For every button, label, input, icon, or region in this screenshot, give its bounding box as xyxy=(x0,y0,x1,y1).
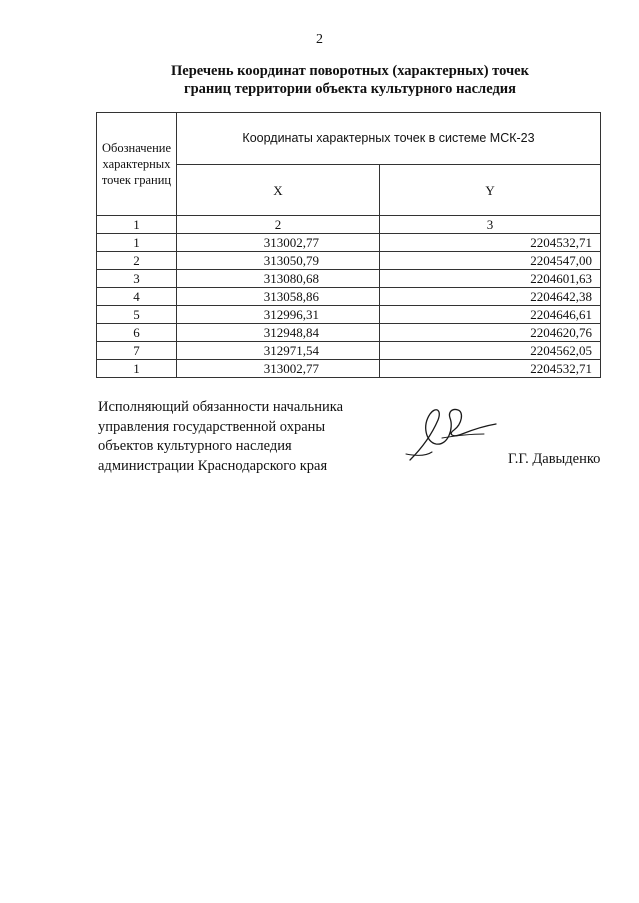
row-point: 5 xyxy=(97,306,177,324)
table-row xyxy=(97,288,601,306)
row-y: 2204620,76 xyxy=(380,324,601,342)
row-point: 1 xyxy=(97,234,177,252)
position-line-3: объектов культурного наследия xyxy=(98,438,292,454)
document-title xyxy=(60,62,639,98)
row-point: 1 xyxy=(97,360,177,378)
row-y: 2204532,71 xyxy=(380,234,601,252)
row-y: 2204642,38 xyxy=(380,288,601,306)
row-point: 6 xyxy=(97,324,177,342)
coordinates-table xyxy=(96,112,601,378)
row-y: 2204562,05 xyxy=(380,342,601,360)
signer-name: Г.Г. Давыденко xyxy=(508,451,601,467)
table-row xyxy=(97,270,601,288)
row-x: 313080,68 xyxy=(177,270,380,288)
title-line-2: границ территории объекта культурного наследия xyxy=(184,81,516,97)
header-coordinate-system: Координаты характерных точек в системе МСК-23 xyxy=(177,113,601,165)
row-x: 312996,31 xyxy=(177,306,380,324)
page-number: 2 xyxy=(316,32,323,47)
position-line-4: администрации Краснодарского края xyxy=(98,457,328,474)
row-x: 313050,79 xyxy=(177,252,380,270)
row-x: 313002,77 xyxy=(177,360,380,378)
row-y: 2204532,71 xyxy=(380,360,601,378)
position-line-1: Исполняющий обязанности начальника xyxy=(98,399,344,415)
handwritten-signature xyxy=(392,398,502,468)
row-y: 2204547,00 xyxy=(380,252,601,270)
header-x: X xyxy=(177,165,380,216)
row-point: 7 xyxy=(97,342,177,360)
table-row xyxy=(97,252,601,270)
column-number-2: 2 xyxy=(177,216,380,234)
column-number-row xyxy=(97,216,601,234)
title-line-1: Перечень координат поворотных (характерных) точек xyxy=(171,63,529,79)
header-y: Y xyxy=(380,165,601,216)
row-y: 2204601,63 xyxy=(380,270,601,288)
row-point: 2 xyxy=(97,252,177,270)
table-row xyxy=(97,324,601,342)
table-row xyxy=(97,306,601,324)
table-header-row xyxy=(97,113,601,165)
row-x: 312948,84 xyxy=(177,324,380,342)
table-row xyxy=(97,342,601,360)
table-row xyxy=(97,234,601,252)
row-y: 2204646,61 xyxy=(380,306,601,324)
position-line-2: управления государственной охраны xyxy=(98,418,326,435)
column-number-1: 1 xyxy=(97,216,177,234)
row-point: 3 xyxy=(97,270,177,288)
header-point-designation: Обозначение характерных точек границ xyxy=(97,113,177,216)
column-number-3: 3 xyxy=(380,216,601,234)
signatory-position xyxy=(98,398,343,476)
row-x: 313002,77 xyxy=(177,234,380,252)
row-x: 313058,86 xyxy=(177,288,380,306)
table-row xyxy=(97,360,601,378)
row-x: 312971,54 xyxy=(177,342,380,360)
row-point: 4 xyxy=(97,288,177,306)
